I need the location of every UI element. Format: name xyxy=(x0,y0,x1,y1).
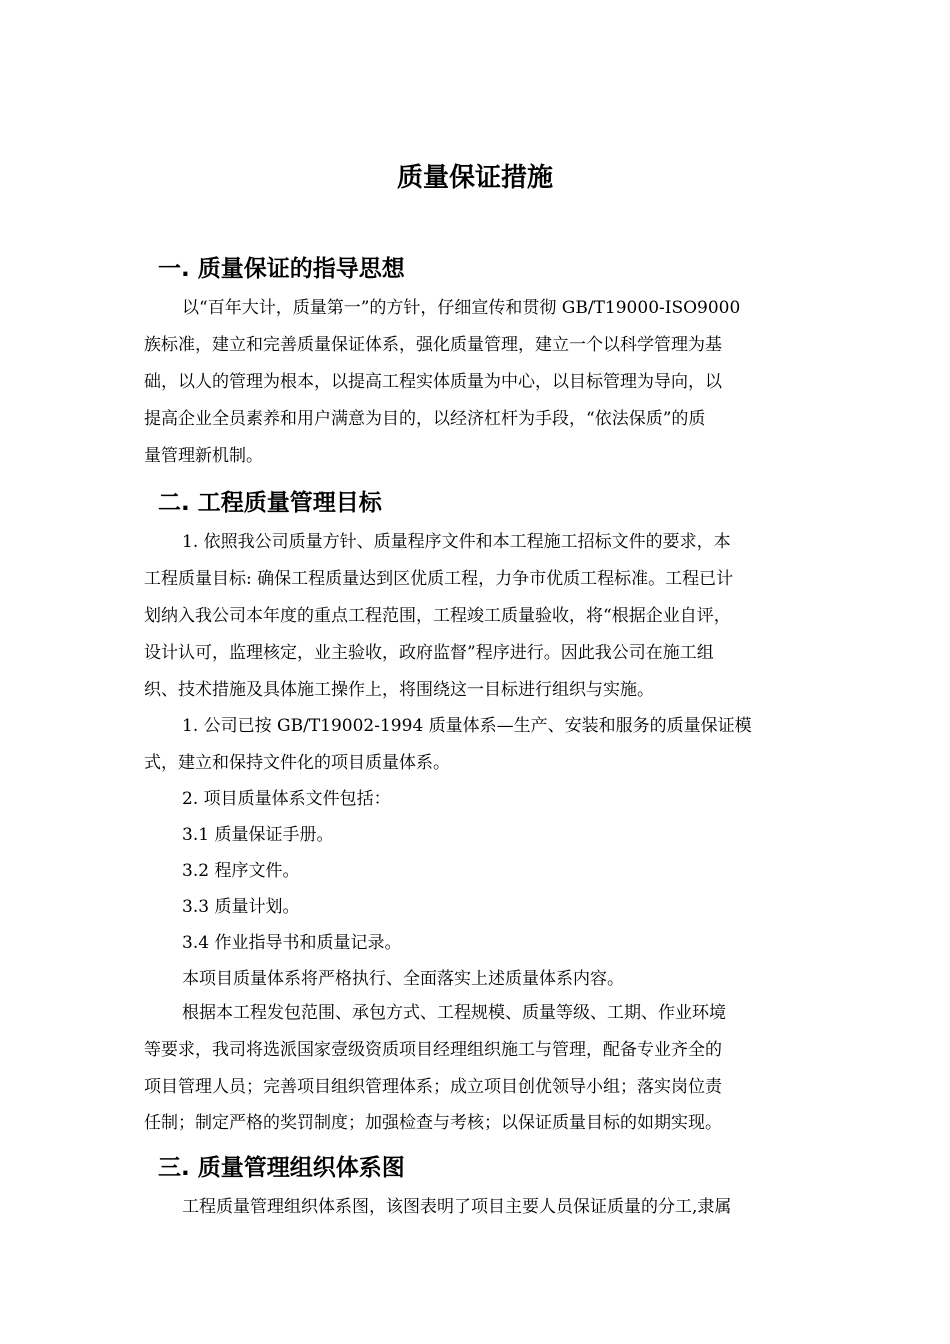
paragraph-line: 量管理新机制。 xyxy=(144,446,263,466)
section-heading-quality-goals: 二. 工程质量管理目标 xyxy=(158,490,382,516)
paragraph-line: 工程质量管理组织体系图，该图表明了项目主要人员保证质量的分工,隶属 xyxy=(182,1197,732,1217)
paragraph-line: 础，以人的管理为根本，以提高工程实体质量为中心，以目标管理为导向，以 xyxy=(144,372,722,392)
paragraph-line: 提高企业全员素养和用户满意为目的，以经济杠杆为手段，“依法保质”的质 xyxy=(144,409,706,429)
document-title: 质量保证措施 xyxy=(396,163,553,193)
paragraph-line: 族标准，建立和完善质量保证体系，强化质量管理，建立一个以科学管理为基 xyxy=(144,335,722,355)
paragraph-line: 根据本工程发包范围、承包方式、工程规模、质量等级、工期、作业环境 xyxy=(182,1003,726,1023)
paragraph-line: 1. 依照我公司质量方针、质量程序文件和本工程施工招标文件的要求，本 xyxy=(182,532,731,552)
paragraph-line: 1. 公司已按 GB/T19002-1994 质量体系—生产、安装和服务的质量保证模 xyxy=(182,716,752,736)
list-item: 2. 项目质量体系文件包括： xyxy=(182,789,391,809)
paragraph-line: 本项目质量体系将严格执行、全面落实上述质量体系内容。 xyxy=(182,969,624,989)
paragraph-line: 式，建立和保持文件化的项目质量体系。 xyxy=(144,753,450,773)
paragraph-line: 以“百年大计，质量第一”的方针，仔细宣传和贯彻 GB/T19000-ISO9000 xyxy=(182,298,741,318)
list-item: 3.1 质量保证手册。 xyxy=(182,825,334,845)
paragraph-line: 项目管理人员；完善项目组织管理体系；成立项目创优领导小组；落实岗位责 xyxy=(144,1077,722,1097)
paragraph-line: 工程质量目标: 确保工程质量达到区优质工程，力争市优质工程标准。工程已计 xyxy=(144,569,734,589)
paragraph-line: 织、技术措施及具体施工操作上，将围绕这一目标进行组织与实施。 xyxy=(144,680,654,700)
section-heading-org-chart: 三. 质量管理组织体系图 xyxy=(158,1155,405,1181)
section-heading-guiding-ideas: 一. 质量保证的指导思想 xyxy=(158,256,405,282)
paragraph-line: 等要求，我司将选派国家壹级资质项目经理组织施工与管理，配备专业齐全的 xyxy=(144,1040,722,1060)
list-item: 3.2 程序文件。 xyxy=(182,861,300,881)
list-item: 3.3 质量计划。 xyxy=(182,897,300,917)
list-item: 3.4 作业指导书和质量记录。 xyxy=(182,933,402,953)
paragraph-line: 设计认可，监理核定，业主验收，政府监督”程序进行。因此我公司在施工组 xyxy=(144,643,714,663)
paragraph-line: 划纳入我公司本年度的重点工程范围，工程竣工质量验收，将“根据企业自评， xyxy=(144,606,731,626)
paragraph-line: 任制；制定严格的奖罚制度；加强检查与考核；以保证质量目标的如期实现。 xyxy=(144,1113,722,1133)
